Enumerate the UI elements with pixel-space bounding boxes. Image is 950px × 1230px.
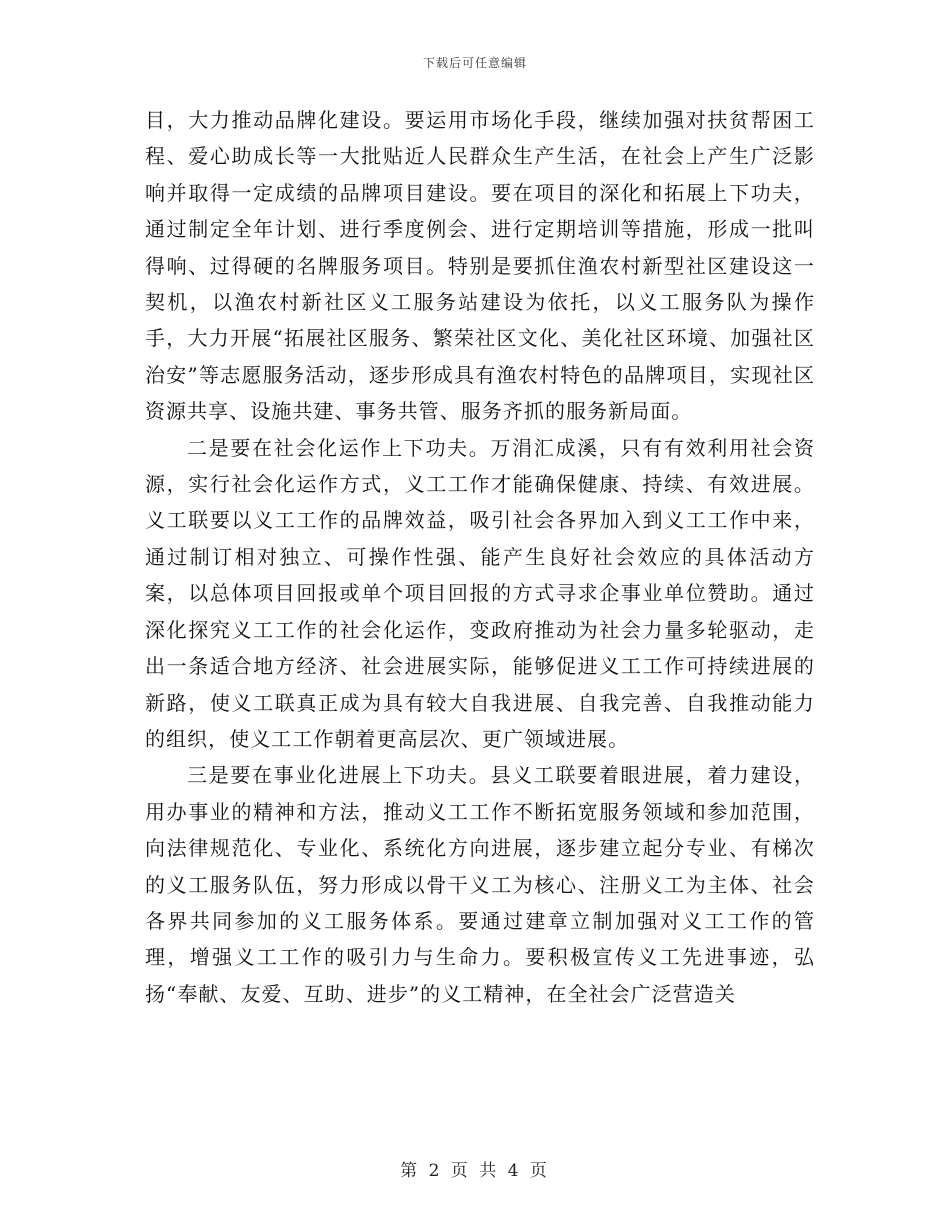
page-number-footer: 第 2 页 共 4 页 [400, 1161, 550, 1181]
page-header-note: 下载后可任意编辑 [422, 56, 527, 70]
paragraph-career-development: 三是要在事业化进展上下功夫。县义工联要着眼进展，着力建设，用办事业的精神和方法，推动义工工作不断拓宽服务领域和参加范围，向法律规范化、专业化、系统化方向进展，逐步建立起分专业、有梯次的义工服务队伍，努力形成以骨干义工为核心、注册义工为主体、社会各界共同参加的义工服务体系。要通过建章立制加强对义工工作的管理，增强义工工作的吸引力与生命力。要积极宣传义工先进事迹，弘扬“奉献、友爱、互助、进步”的义工精神，在全社会广泛营造关 [145, 763, 815, 1006]
document-body [145, 102, 815, 1012]
paragraph-socialized-operation: 二是要在社会化运作上下功夫。万涓汇成溪，只有有效利用社会资源，实行社会化运作方式，义工工作才能确保健康、持续、有效进展。义工联要以义工工作的品牌效益，吸引社会各界加入到义工工作中来，通过制订相对独立、可操作性强、能产生良好社会效应的具体活动方案，以总体项目回报或单个项目回报的方式寻求企事业单位赞助。通过深化探究义工工作的社会化运作，变政府推动为社会力量多轮驱动，走出一条适合地方经济、社会进展实际，能够促进义工工作可持续进展的新路，使义工联真正成为具有较大自我进展、自我完善、自我推动能力的组织，使义工工作朝着更高层次、更广领域进展。 [145, 435, 815, 751]
paragraph-continuation: 目，大力推动品牌化建设。要运用市场化手段，继续加强对扶贫帮困工程、爱心助成长等一大批贴近人民群众生产生活，在社会上产生广泛影响并取得一定成绩的品牌项目建设。要在项目的深化和拓展上下功夫，通过制定全年计划、进行季度例会、进行定期培训等措施，形成一批叫得响、过得硬的名牌服务项目。特别是要抓住渔农村新型社区建设这一契机，以渔农村新社区义工服务站建设为依托，以义工服务队为操作手，大力开展“拓展社区服务、繁荣社区文化、美化社区环境、加强社区治安”等志愿服务活动，逐步形成具有渔农村特色的品牌项目，实现社区资源共享、设施共建、事务共管、服务齐抓的服务新局面。 [145, 108, 815, 424]
